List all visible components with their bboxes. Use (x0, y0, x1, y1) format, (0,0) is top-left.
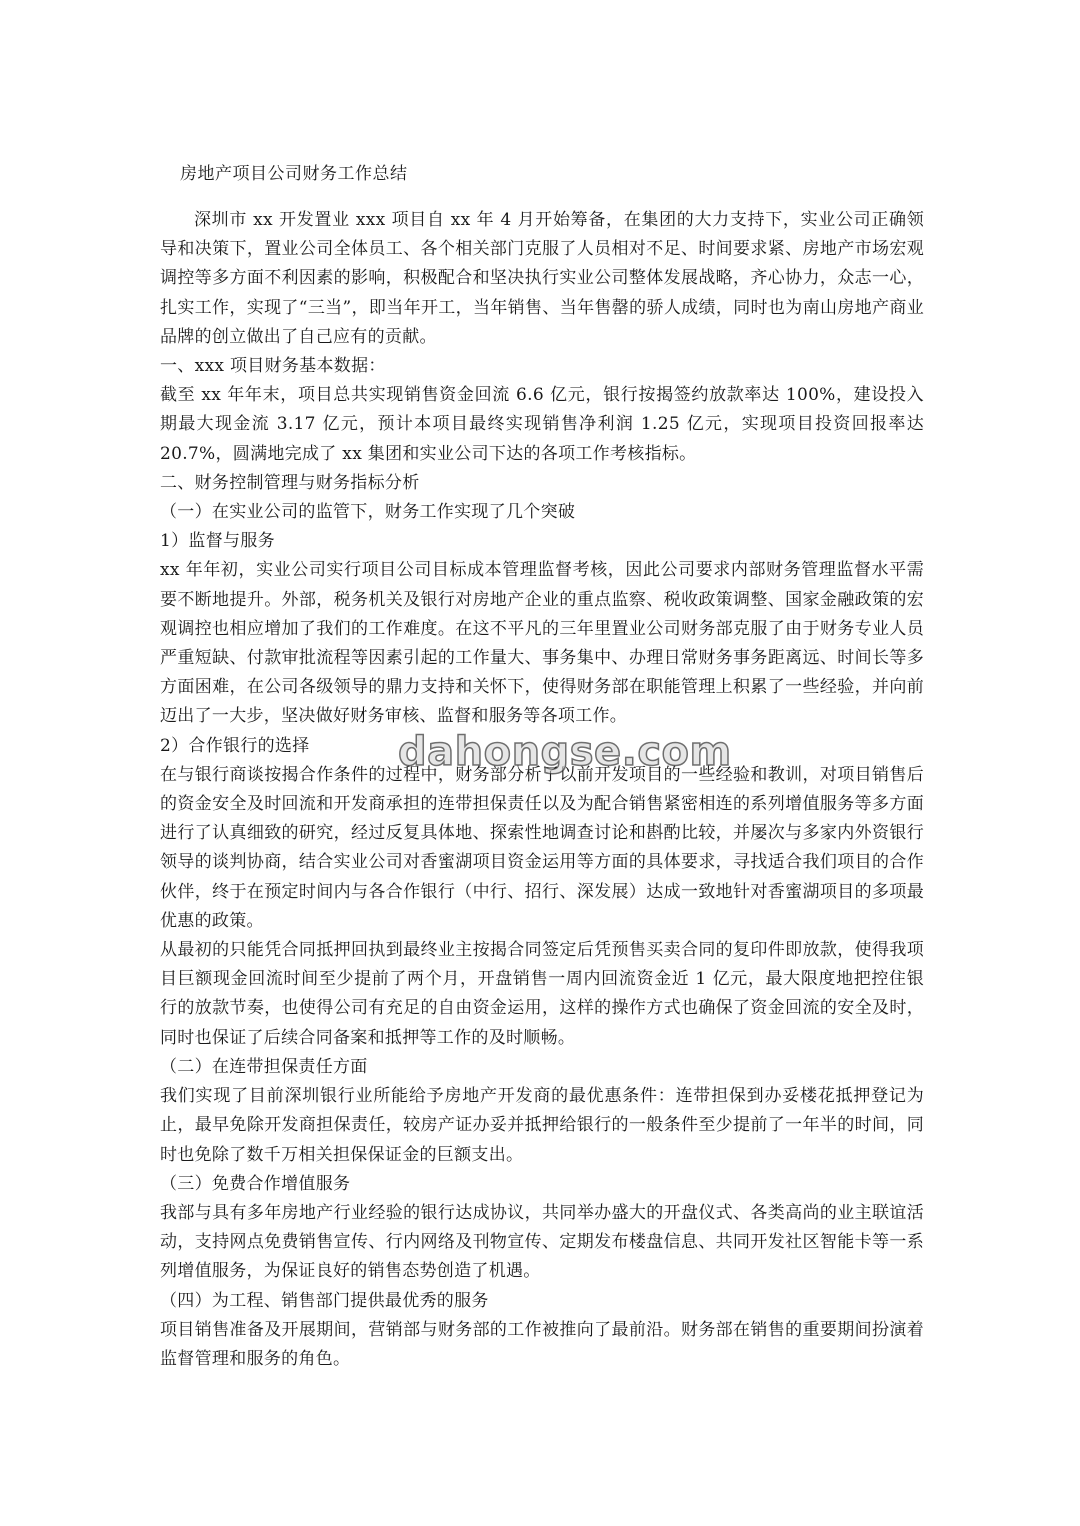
body-paragraph: 我部与具有多年房地产行业经验的银行达成协议，共同举办盛大的开盘仪式、各类高尚的业主联谊活动，支持网点免费销售宣传、行内网络及刊物宣传、定期发布楼盘信息、共同开发社区智能卡等一系列增值服务，为保证良好的销售态势创造了机遇。 (160, 1202, 924, 1282)
body-paragraph: 在与银行商谈按揭合作条件的过程中，财务部分析了以前开发项目的一些经验和教训，对项目销售后的资金安全及时回流和开发商承担的连带担保责任以及为配合销售紧密相连的系列增值服务等多方面进行了认真细致的研究，经过反复具体地、探索性地调查讨论和斟酌比较，并屡次与多家内外资银行领导的谈判协商，结合实业公司对香蜜湖项目资金运用等方面的具体要求，寻找适合我们项目的合作伙伴，终于在预定时间内与各合作银行（中行、招行、深发展）达成一致地针对香蜜湖项目的多项最优惠的政策。 (160, 764, 924, 931)
body-paragraph: 我们实现了目前深圳银行业所能给予房地产开发商的最优惠条件：连带担保到办妥楼花抵押登记为止，最早免除开发商担保责任，较房产证办妥并抵押给银行的一般条件至少提前了一年半的时间，同时也免除了数千万相关担保保证金的巨额支出。 (160, 1086, 924, 1165)
item-heading-1: 1）监督与服务 (160, 531, 275, 552)
document-title: 房地产项目公司财务工作总结 (180, 164, 408, 184)
subsection-heading-2: （二）在连带担保责任方面 (160, 1056, 368, 1077)
subsection-heading-3: （三）免费合作增值服务 (160, 1173, 351, 1194)
item-heading-2: 2）合作银行的选择 (160, 735, 310, 756)
body-paragraph: xx 年年初，实业公司实行项目公司目标成本管理监督考核，因此公司要求内部财务管理监督水平需要不断地提升。外部，税务机关及银行对房地产企业的重点监察、税收政策调整、国家金融政策的宏观调控也相应增加了我们的工作难度。在这不平凡的三年里置业公司财务部克服了由于财务专业人员严重短缺、付款审批流程等因素引起的工作量大、事务集中、办理日常财务事务距离远、时间长等多方面困难，在公司各级领导的鼎力支持和关怀下，使得财务部在职能管理上积累了一些经验，并向前迈出了一大步，坚决做好财务审核、监督和服务等各项工作。 (160, 560, 924, 727)
body-paragraph: 项目销售准备及开展期间，营销部与财务部的工作被推向了最前沿。财务部在销售的重要期间扮演着监督管理和服务的角色。 (160, 1319, 924, 1369)
intro-paragraph: 深圳市 xx 开发置业 xxx 项目自 xx 年 4 月开始筹备，在集团的大力支持下，实业公司正确领导和决策下，置业公司全体员工、各个相关部门克服了人员相对不足、时间要求紧、房地产市场宏观调控等多方面不利因素的影响，积极配合和坚决执行实业公司整体发展战略，齐心协力，众志一心，扎实工作，实现了“三当”，即当年开工，当年销售、当年售罄的骄人成绩，同时也为南山房地产商业品牌的创立做出了自己应有的贡献。 (160, 210, 924, 347)
document-body (160, 206, 924, 1374)
section-heading-2: 二、财务控制管理与财务指标分析 (160, 472, 420, 493)
watermark-logo: dahongse.com (398, 729, 732, 775)
section-heading-1: 一、xxx 项目财务基本数据： (160, 356, 386, 377)
subsection-heading-1: （一）在实业公司的监管下，财务工作实现了几个突破 (160, 502, 576, 523)
subsection-heading-4: （四）为工程、销售部门提供最优秀的服务 (160, 1290, 489, 1311)
body-paragraph: 截至 xx 年年末，项目总共实现销售资金回流 6.6 亿元，银行按揭签约放款率达 100%，建设投入期最大现金流 3.17 亿元，预计本项目最终实现销售净利润 1.25 亿元，实现项目投资回报率达 20.7%，圆满地完成了 xx 集团和实业公司下达的各项工作考核指标。 (160, 385, 924, 464)
body-paragraph: 从最初的只能凭合同抵押回执到最终业主按揭合同签定后凭预售买卖合同的复印件即放款，使得我项目巨额现金回流时间至少提前了两个月，开盘销售一周内回流资金近 1 亿元，最大限度地把控住银行的放款节奏，也使得公司有充足的自由资金运用，这样的操作方式也确保了资金回流的安全及时，同时也保证了后续合同备案和抵押等工作的及时顺畅。 (160, 940, 924, 1048)
